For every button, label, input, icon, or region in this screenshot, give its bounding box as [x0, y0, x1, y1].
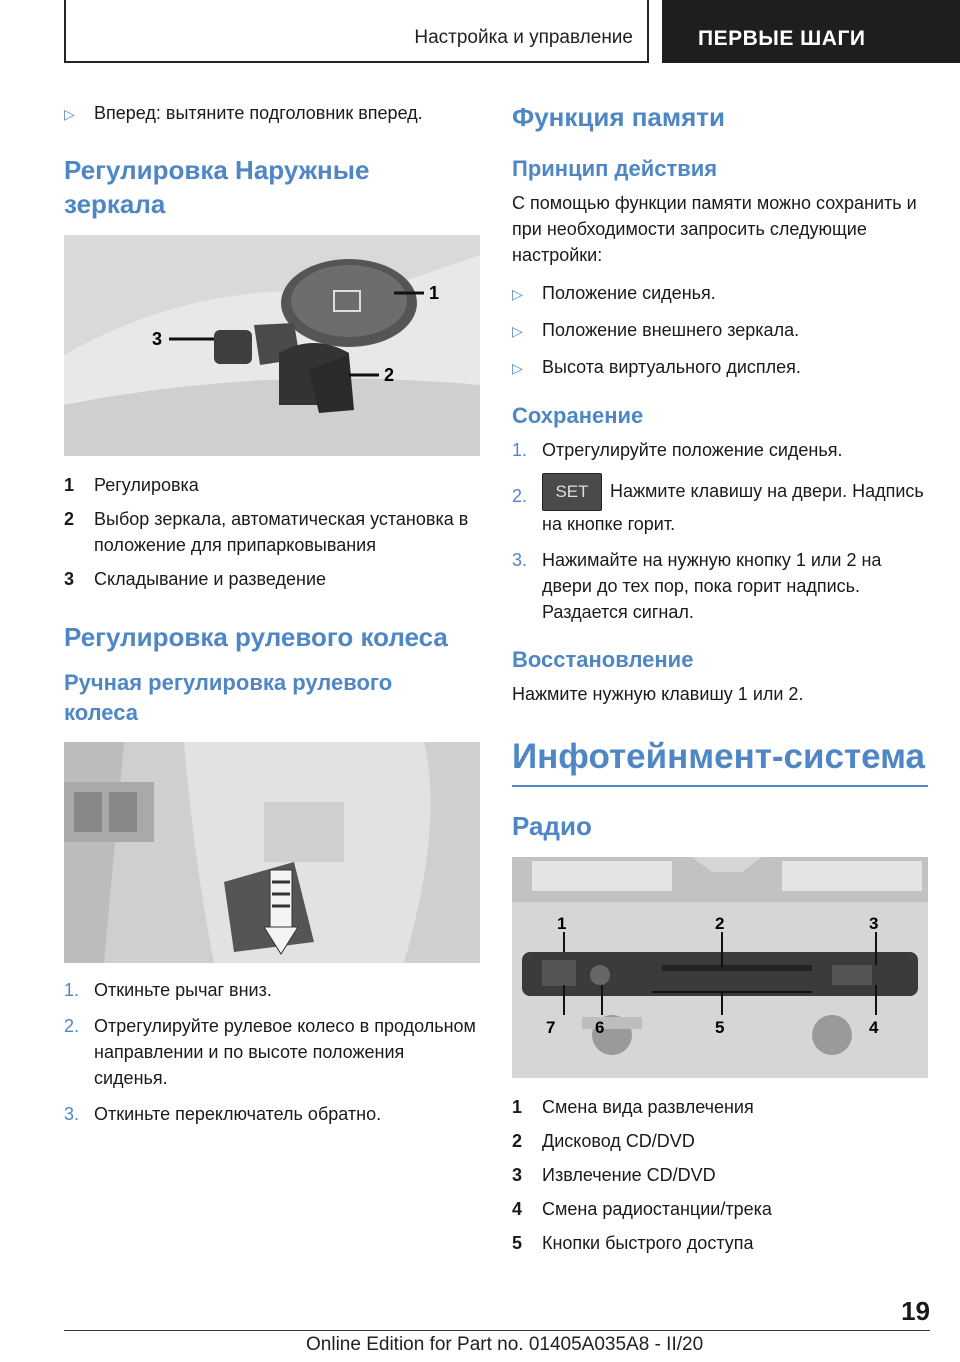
legend-item [512, 1128, 928, 1154]
left-column [64, 100, 480, 1137]
step-item [64, 1013, 480, 1091]
step-text: Нажимайте на нужную кнопку 1 или 2 на двери до тех пор, пока горит надпись. Раздается сигнал. [542, 550, 882, 622]
triangle-bullet-icon: ▷ [512, 360, 523, 376]
restore-text: Нажмите нужную клавишу 1 или 2. [512, 684, 804, 704]
legend-item [512, 1094, 928, 1120]
fig-label: 6 [595, 1018, 605, 1037]
step-num: 2. [512, 486, 528, 506]
step-text: Отрегулируйте рулевое колесо в продольном направлении и по высоте положения сиденья. [94, 1016, 476, 1088]
fig-label: 3 [869, 914, 879, 933]
bullet-text: Вперед: вытяните подголовник вперед. [94, 103, 423, 123]
step-text: Нажмите клавишу на двери. Надпись на кнопке горит. [542, 480, 924, 534]
step-num: 1. [64, 980, 80, 1000]
manual-steering-heading: Ручная регулировка рулевого колеса [64, 670, 393, 725]
principle-text: С помощью функции памяти можно сохранить и при необходимости запросить следующие настройки: [512, 193, 917, 265]
bullet-item [64, 100, 480, 127]
right-column [512, 100, 928, 1264]
triangle-bullet-icon: ▷ [64, 106, 75, 122]
fig-label: 3 [152, 329, 163, 349]
step-item [64, 977, 480, 1003]
legend-item [512, 1162, 928, 1188]
principle-heading: Принцип действия [512, 156, 718, 181]
fig-label: 1 [557, 914, 567, 933]
step-num: 3. [64, 1104, 80, 1124]
radio-panel-figure [512, 857, 928, 1078]
set-button-icon: SET [542, 473, 602, 511]
fig-label: 2 [715, 914, 725, 933]
radio-legend [512, 1094, 928, 1256]
step-item [512, 473, 928, 537]
mirrors-legend [64, 472, 480, 592]
bullet-text: Высота виртуального дисплея. [542, 357, 801, 377]
legend-num: 4 [512, 1199, 523, 1219]
legend-num: 5 [512, 1233, 523, 1253]
footer-divider [64, 1330, 930, 1331]
steering-heading: Регулировка рулевого колеса [64, 622, 448, 652]
steering-steps [64, 977, 480, 1127]
mirrors-heading: Регулировка Наружные зеркала [64, 155, 370, 219]
legend-text: Кнопки быстрого доступа [542, 1233, 754, 1253]
fig-label: 1 [429, 283, 440, 303]
restore-heading: Восстановление [512, 647, 694, 672]
legend-text: Смена вида развлечения [542, 1097, 754, 1117]
footer-edition: Online Edition for Part no. 01405A035A8 - II/20 [306, 1334, 704, 1355]
bullet-item [512, 280, 928, 307]
fig-label: 7 [546, 1018, 556, 1037]
header-section [64, 0, 649, 63]
save-heading: Сохранение [512, 403, 644, 428]
header-chapter [662, 0, 960, 63]
step-text: Откиньте переключатель обратно. [94, 1104, 382, 1124]
legend-text: Смена радиостанции/трека [542, 1199, 772, 1219]
step-item [64, 1101, 480, 1127]
fig-label: 2 [384, 365, 395, 385]
page-number: 19 [901, 1296, 930, 1326]
step-item [512, 437, 928, 463]
radio-heading: Радио [512, 811, 592, 841]
step-text: Отрегулируйте положение сиденья. [542, 440, 843, 460]
infotainment-heading: Инфотейнмент-система [512, 735, 928, 787]
step-num: 2. [64, 1016, 80, 1036]
mirror-control-figure [64, 235, 480, 456]
fig-label: 4 [869, 1018, 879, 1037]
legend-num: 3 [512, 1165, 523, 1185]
fig-label: 5 [715, 1018, 725, 1037]
legend-item [64, 566, 480, 592]
triangle-bullet-icon: ▷ [512, 286, 523, 302]
legend-num: 1 [512, 1097, 523, 1117]
memory-heading: Функция памяти [512, 102, 726, 132]
header-chapter-title: ПЕРВЫЕ ШАГИ [698, 27, 866, 50]
bullet-item [512, 354, 928, 381]
step-num: 1. [512, 440, 528, 460]
header-section-title: Настройка и управление [414, 27, 633, 48]
legend-num: 3 [64, 569, 75, 589]
legend-num: 1 [64, 475, 75, 495]
bullet-item [512, 317, 928, 344]
step-text: Откиньте рычаг вниз. [94, 980, 272, 1000]
step-num: 3. [512, 550, 528, 570]
legend-item [64, 472, 480, 498]
legend-text: Извлечение CD/DVD [542, 1165, 716, 1185]
steering-lever-figure [64, 742, 480, 963]
step-text-container [542, 473, 928, 537]
legend-text: Выбор зеркала, автоматическая установка в положение для припарковывания [94, 509, 469, 555]
legend-num: 2 [64, 509, 75, 529]
legend-item [64, 506, 480, 558]
legend-item [512, 1230, 928, 1256]
legend-text: Складывание и разведение [94, 569, 327, 589]
bullet-text: Положение внешнего зеркала. [542, 320, 800, 340]
legend-num: 2 [512, 1131, 523, 1151]
step-item [512, 547, 928, 625]
legend-item [512, 1196, 928, 1222]
legend-text: Регулировка [94, 475, 199, 495]
triangle-bullet-icon: ▷ [512, 323, 523, 339]
bullet-text: Положение сиденья. [542, 283, 716, 303]
legend-text: Дисковод CD/DVD [542, 1131, 695, 1151]
